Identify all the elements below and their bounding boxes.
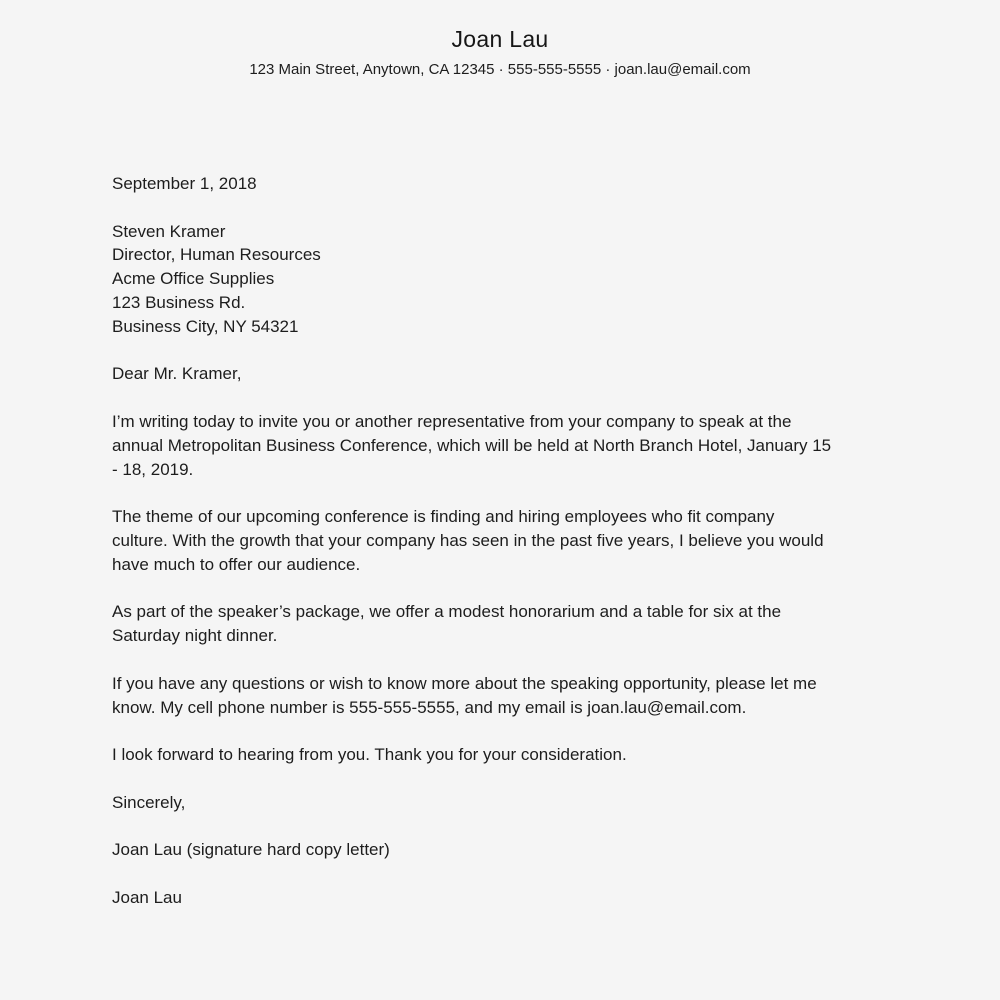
closing: Sincerely, bbox=[112, 792, 186, 812]
letter-paragraph-3 bbox=[112, 600, 882, 648]
salutation: Dear Mr. Kramer, bbox=[112, 364, 242, 384]
letterhead-contact: 123 Main Street, Anytown, CA 12345 · 555-555-5555 · joan.lau@email.com bbox=[249, 61, 751, 78]
text-line: As part of the speaker’s package, we offer a modest honorarium and a table for six at the bbox=[112, 602, 782, 622]
text-line: I look forward to hearing from you. Thank you for your consideration. bbox=[112, 745, 627, 765]
text-line: Director, Human Resources bbox=[112, 245, 321, 265]
text-line: annual Metropolitan Business Conference, which will be held at North Branch Hotel, January 15 bbox=[112, 435, 832, 455]
text-line: Steven Kramer bbox=[112, 221, 226, 241]
letter-date: September 1, 2018 bbox=[112, 174, 257, 193]
letterhead-name: Joan Lau bbox=[451, 26, 549, 52]
text-line: The theme of our upcoming conference is finding and hiring employees who fit company bbox=[112, 507, 775, 527]
text-line: Acme Office Supplies bbox=[112, 269, 275, 289]
text-line: have much to offer our audience. bbox=[112, 554, 361, 574]
letterhead bbox=[0, 0, 1000, 79]
text-line: I’m writing today to invite you or another representative from your company to speak at the bbox=[112, 411, 792, 431]
letter-paragraph-1 bbox=[112, 410, 882, 481]
text-line: know. My cell phone number is 555-555-5555, and my email is joan.lau@email.com. bbox=[112, 697, 747, 717]
text-line: Business City, NY 54321 bbox=[112, 316, 299, 336]
text-line: culture. With the growth that your company has seen in the past five years, I believe you would bbox=[112, 530, 824, 550]
letter-paragraph-5 bbox=[112, 743, 882, 767]
signature-line: Joan Lau (signature hard copy letter) bbox=[112, 840, 390, 860]
recipient-address bbox=[112, 220, 882, 339]
text-line: Saturday night dinner. bbox=[112, 626, 278, 646]
text-line: - 18, 2019. bbox=[112, 459, 194, 479]
text-line: 123 Business Rd. bbox=[112, 292, 246, 312]
letter-body bbox=[0, 79, 1000, 910]
letter-paragraph-2 bbox=[112, 505, 882, 576]
text-line: If you have any questions or wish to know more about the speaking opportunity, please let me bbox=[112, 673, 817, 693]
typed-name: Joan Lau bbox=[112, 887, 182, 907]
letter-paragraph-4 bbox=[112, 672, 882, 720]
